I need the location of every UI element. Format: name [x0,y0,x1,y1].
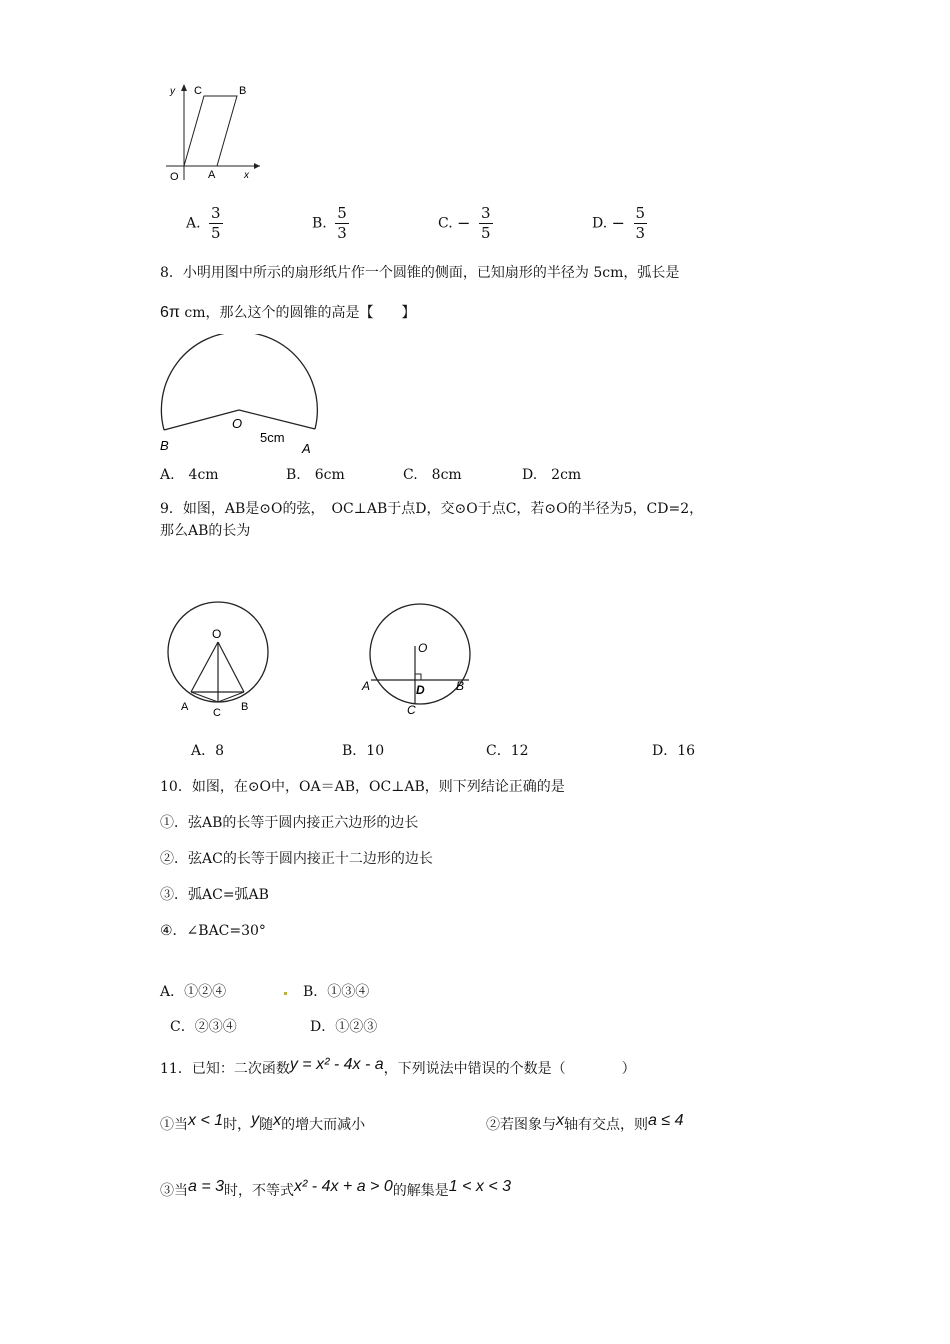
q11-s2-text-b: 轴有交点，则 [564,1117,648,1133]
q8-option-b: B. 6cm [286,467,345,483]
q11-s1-y: y [251,1111,260,1128]
q9-stem-line1: 9．如图，AB是⊙O的弦， OC⊥AB于点D，交⊙O于点C，若⊙O的半径为5，CD=2， [160,501,704,517]
q9-fig2-a-label: A [362,679,371,693]
q11-s2-x: x [556,1112,564,1129]
q10-item-3: ③．弧AC=弧AB [160,887,269,903]
q7-option-b-letter: B. [312,215,327,232]
q9-fig1-c-label: C [213,707,221,719]
q7-figure [160,80,270,188]
q9-stem-line2: 那么AB的长为 [160,523,251,539]
q9-option-b: B．10 [342,743,385,759]
q8-arc-length: 6π [160,304,180,321]
q9-option-d: D．16 [652,743,696,759]
q7-option-b [312,204,349,243]
q10-item-1: ①．弦AB的长等于圆内接正六边形的边长 [160,815,419,831]
q7-option-b-fraction [335,204,349,243]
q11-s1-x: x [273,1112,282,1129]
fig7-b-label: B [239,85,247,97]
q8-radius-label: 5cm [260,430,285,445]
fraction-numerator: 5 [635,204,646,222]
q8-sector-figure [152,334,322,458]
q11-s1-text-a: ①当 [160,1117,188,1133]
q9-fig2-d-label: D [416,683,425,697]
q9-figure-right [360,600,480,720]
q8-option-a: A. 4cm [160,467,219,483]
q7-option-d [592,204,647,243]
q11-s2-text-a: ②若图象与 [486,1117,556,1133]
q11-s3-condition: a = 3 [188,1178,225,1195]
q7-option-a [186,204,223,243]
fraction-numerator: 3 [480,204,491,222]
fig7-y-label: y [170,86,175,97]
q7-option-a-fraction [209,204,223,243]
fraction-denominator: 3 [635,224,646,242]
q8-stem-line2-rest: cm，那么这个的圆锥的高是【 】 [179,305,416,321]
q10-option-b: B．①③④ [303,984,370,1000]
q9-option-a: A．8 [191,743,225,759]
q11-s3-text-a: ③当 [160,1183,188,1199]
q9-fig1-o-label: O [212,627,222,641]
q10-stem: 10．如图，在⊙O中，OA＝AB，OC⊥AB，则下列结论正确的是 [160,779,565,795]
fraction-denominator: 5 [211,224,221,242]
q8-stem-line1: 8．小明用图中所示的扇形纸片作一个圆锥的侧面，已知扇形的半径为 5cm，弧长是 [160,265,680,281]
fraction-denominator: 5 [480,224,491,242]
fraction-numerator: 5 [337,204,347,222]
q7-option-c-letter: C. [438,215,453,232]
q8-o-label: O [232,416,243,431]
fig7-o-label: O [170,171,179,183]
q9-fig2-o-label: O [418,641,428,655]
fig7-a-label: A [208,169,216,181]
q11-statement-1 [160,1111,366,1134]
q9-fig1-b-label: B [241,701,249,713]
q7-option-d-fraction [634,204,648,243]
q11-stem-intro: 11．已知：二次函数 [160,1061,290,1077]
q11-statement-3 [160,1178,512,1200]
q10-item-4: ④．∠BAC=30° [160,923,266,939]
fraction-denominator: 3 [337,224,347,242]
q7-option-c-fraction [479,204,493,243]
q11-stem-question: ，下列说法中错误的个数是（ ） [383,1061,636,1077]
q7-option-c-sign: − [457,213,471,233]
q11-statement-2 [486,1112,684,1134]
q11-s1-text-c: 随 [259,1117,274,1133]
q11-s3-text-c: 的解集是 [392,1183,449,1199]
q10-option-a: A．①②④ [160,984,227,1000]
q11-function-formula: y = x² - 4x - a [289,1056,384,1073]
q8-option-d: D. 2cm [522,467,582,483]
q10-option-c: C．②③④ [170,1019,237,1035]
q9-fig2-b-label: B [456,679,465,693]
q11-s1-text-b: 时， [223,1117,252,1133]
q7-option-d-sign: − [611,213,626,233]
q11-s3-solution: 1 < x < 3 [448,1178,512,1195]
q8-b-label: B [160,438,169,453]
q10-option-d: D．①②③ [310,1019,378,1035]
q11-s3-text-b: 时，不等式 [224,1183,295,1199]
q11-s1-text-d: 的增大而减小 [281,1117,366,1133]
q8-option-c: C. 8cm [403,467,462,483]
q10-item-2: ②．弦AC的长等于圆内接正十二边形的边长 [160,851,433,867]
q9-fig2-c-label: C [407,703,416,717]
fraction-numerator: 3 [211,204,221,222]
q9-fig1-a-label: A [181,701,189,713]
q9-figure-left [160,596,276,720]
fig7-x-label: x [244,170,249,181]
q11-s1-condition: x < 1 [188,1112,224,1129]
q7-option-c [438,204,493,243]
q11-s3-inequality: x² - 4x + a > 0 [294,1178,393,1195]
q11-s2-condition: a ≤ 4 [648,1112,684,1129]
fig7-c-label: C [194,85,202,97]
q7-option-d-letter: D. [592,215,608,232]
q7-option-a-letter: A. [186,215,201,232]
q8-a-label: A [302,441,311,456]
q9-option-c: C．12 [486,743,529,759]
q8-stem-line2 [160,304,416,322]
q11-stem [160,1056,636,1078]
stray-dot [284,992,287,995]
